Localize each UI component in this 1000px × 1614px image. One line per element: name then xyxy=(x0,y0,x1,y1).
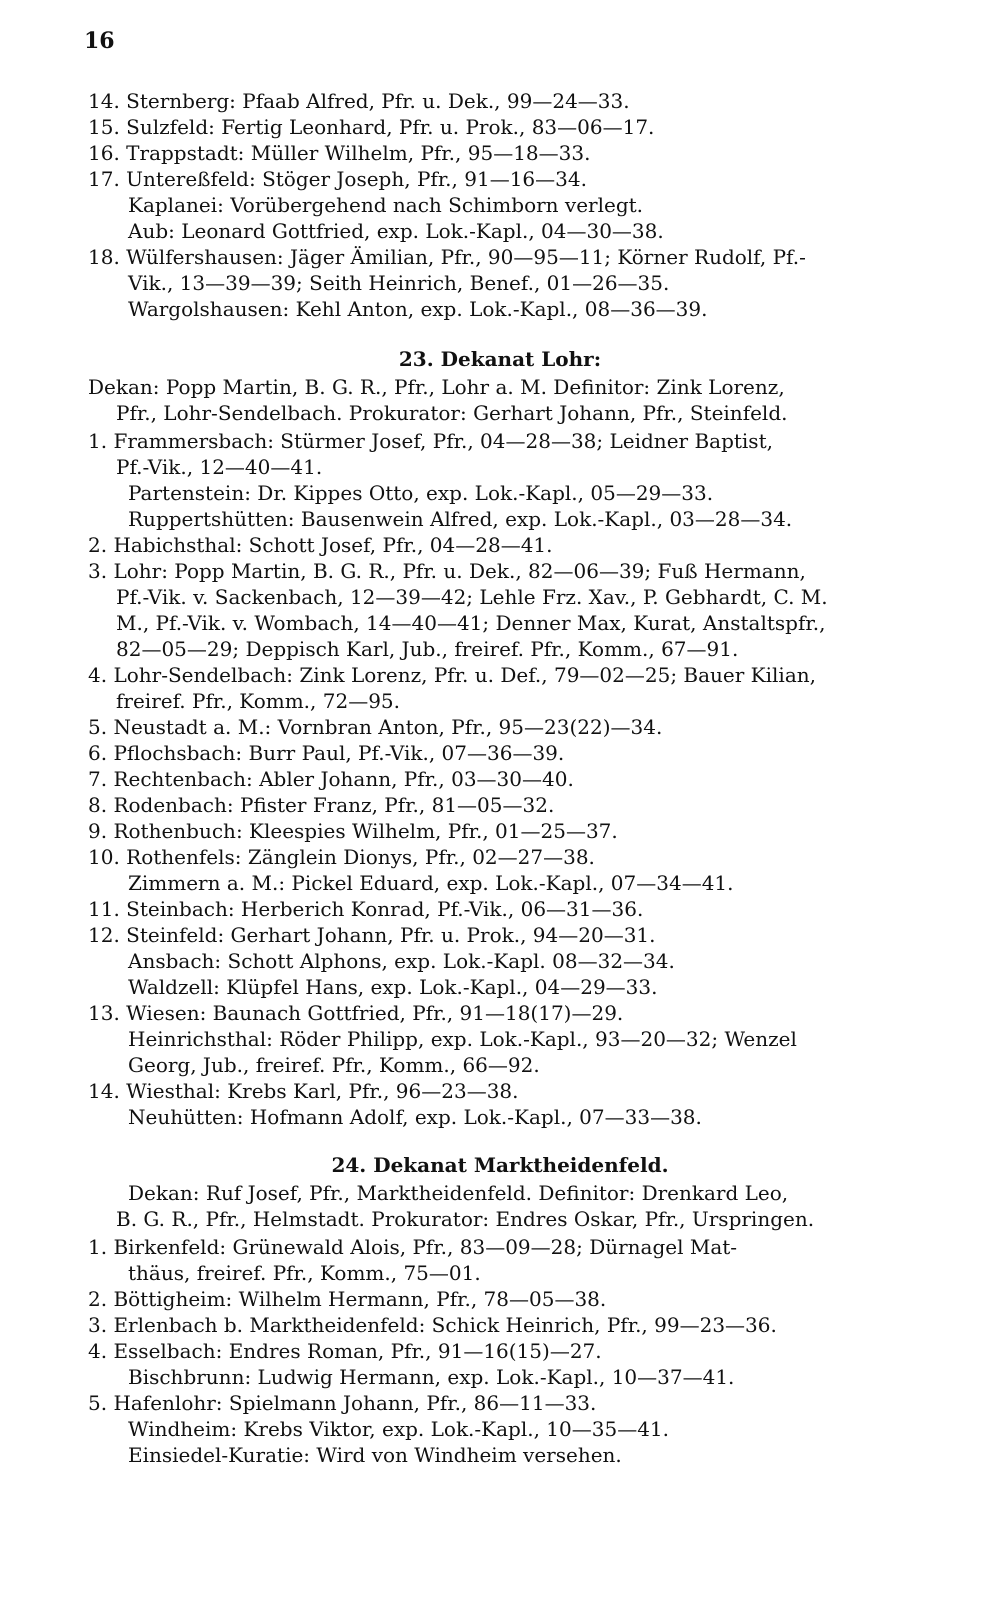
text-line: 8. Rodenbach: Pfister Franz, Pfr., 81—05—32. xyxy=(88,793,555,817)
text-line: 11. Steinbach: Herberich Konrad, Pf.-Vik., 06—31—36. xyxy=(88,897,644,921)
text-line: Georg, Jub., freiref. Pfr., Komm., 66—92. xyxy=(128,1053,540,1077)
text-line: 7. Rechtenbach: Abler Johann, Pfr., 03—30—40. xyxy=(88,767,574,791)
text-line: 1. Frammersbach: Stürmer Josef, Pfr., 04—28—38; Leidner Baptist, xyxy=(88,429,773,453)
text-line: Bischbrunn: Ludwig Hermann, exp. Lok.-Kapl., 10—37—41. xyxy=(128,1365,735,1389)
text-line: Pf.-Vik. v. Sackenbach, 12—39—42; Lehle Frz. Xav., P. Gebhardt, C. M. xyxy=(116,585,828,609)
text-line: Pf.-Vik., 12—40—41. xyxy=(116,455,323,479)
text-line: 14. Sternberg: Pfaab Alfred, Pfr. u. Dek., 99—24—33. xyxy=(88,89,630,113)
text-line: Zimmern a. M.: Pickel Eduard, exp. Lok.-Kapl., 07—34—41. xyxy=(128,871,734,895)
text-line: Ruppertshütten: Bausenwein Alfred, exp. Lok.-Kapl., 03—28—34. xyxy=(128,507,793,531)
text-line: 4. Esselbach: Endres Roman, Pfr., 91—16(15)—27. xyxy=(88,1339,602,1363)
text-line: 4. Lohr-Sendelbach: Zink Lorenz, Pfr. u. Def., 79—02—25; Bauer Kilian, xyxy=(88,663,816,687)
text-line: Partenstein: Dr. Kippes Otto, exp. Lok.-Kapl., 05—29—33. xyxy=(128,481,714,505)
text-line: 3. Lohr: Popp Martin, B. G. R., Pfr. u. Dek., 82—06—39; Fuß Hermann, xyxy=(88,559,806,583)
text-line: 17. Untereßfeld: Stöger Joseph, Pfr., 91—16—34. xyxy=(88,167,587,191)
text-line: 3. Erlenbach b. Marktheidenfeld: Schick Heinrich, Pfr., 99—23—36. xyxy=(88,1313,777,1337)
text-line: 5. Neustadt a. M.: Vornbran Anton, Pfr., 95—23(22)—34. xyxy=(88,715,663,739)
text-line: 14. Wiesthal: Krebs Karl, Pfr., 96—23—38. xyxy=(88,1079,519,1103)
text-line: 6. Pflochsbach: Burr Paul, Pf.-Vik., 07—36—39. xyxy=(88,741,565,765)
text-line: 16. Trappstadt: Müller Wilhelm, Pfr., 95—18—33. xyxy=(88,141,591,165)
text-line: Vik., 13—39—39; Seith Heinrich, Benef., 01—26—35. xyxy=(128,271,670,295)
text-line: freiref. Pfr., Komm., 72—95. xyxy=(116,689,400,713)
text-line: Dekan: Ruf Josef, Pfr., Marktheidenfeld. Definitor: Drenkard Leo, xyxy=(128,1181,789,1205)
text-line: 12. Steinfeld: Gerhart Johann, Pfr. u. Prok., 94—20—31. xyxy=(88,923,656,947)
text-line: thäus, freiref. Pfr., Komm., 75—01. xyxy=(128,1261,481,1285)
text-line: Einsiedel-Kuratie: Wird von Windheim versehen. xyxy=(128,1443,622,1467)
text-line: Kaplanei: Vorübergehend nach Schimborn verlegt. xyxy=(128,193,644,217)
text-line: Ansbach: Schott Alphons, exp. Lok.-Kapl. 08—32—34. xyxy=(128,949,675,973)
text-line: 18. Wülfershausen: Jäger Ämilian, Pfr., 90—95—11; Körner Rudolf, Pf.- xyxy=(88,245,806,269)
text-line: 13. Wiesen: Baunach Gottfried, Pfr., 91—18(17)—29. xyxy=(88,1001,624,1025)
text-line: 15. Sulzfeld: Fertig Leonhard, Pfr. u. Prok., 83—06—17. xyxy=(88,115,655,139)
text-line: 10. Rothenfels: Zänglein Dionys, Pfr., 02—27—38. xyxy=(88,845,595,869)
text-line: 82—05—29; Deppisch Karl, Jub., freiref. Pfr., Komm., 67—91. xyxy=(116,637,739,661)
text-line: 1. Birkenfeld: Grünewald Alois, Pfr., 83—09—28; Dürnagel Mat- xyxy=(88,1235,738,1259)
page-number: 16 xyxy=(84,28,115,54)
text-line: Dekan: Popp Martin, B. G. R., Pfr., Lohr a. M. Definitor: Zink Lorenz, xyxy=(88,375,785,399)
text-line: Pfr., Lohr-Sendelbach. Prokurator: Gerhart Johann, Pfr., Steinfeld. xyxy=(116,401,788,425)
text-line: Neuhütten: Hofmann Adolf, exp. Lok.-Kapl., 07—33—38. xyxy=(128,1105,702,1129)
text-line: Waldzell: Klüpfel Hans, exp. Lok.-Kapl., 04—29—33. xyxy=(128,975,658,999)
text-line: B. G. R., Pfr., Helmstadt. Prokurator: Endres Oskar, Pfr., Urspringen. xyxy=(116,1207,815,1231)
section-heading: 23. Dekanat Lohr: xyxy=(398,347,602,371)
text-line: Wargolshausen: Kehl Anton, exp. Lok.-Kapl., 08—36—39. xyxy=(128,297,708,321)
text-line: 2. Böttigheim: Wilhelm Hermann, Pfr., 78—05—38. xyxy=(88,1287,607,1311)
text-line: 9. Rothenbuch: Kleespies Wilhelm, Pfr., 01—25—37. xyxy=(88,819,618,843)
text-line: 2. Habichsthal: Schott Josef, Pfr., 04—28—41. xyxy=(88,533,553,557)
section-heading: 24. Dekanat Marktheidenfeld. xyxy=(331,1153,669,1177)
text-line: Windheim: Krebs Viktor, exp. Lok.-Kapl., 10—35—41. xyxy=(128,1417,670,1441)
text-line: Heinrichsthal: Röder Philipp, exp. Lok.-Kapl., 93—20—32; Wenzel xyxy=(128,1027,797,1051)
text-line: M., Pf.-Vik. v. Wombach, 14—40—41; Denner Max, Kurat, Anstaltspfr., xyxy=(116,611,826,635)
text-line: 5. Hafenlohr: Spielmann Johann, Pfr., 86—11—33. xyxy=(88,1391,597,1415)
text-line: Aub: Leonard Gottfried, exp. Lok.-Kapl., 04—30—38. xyxy=(128,219,664,243)
